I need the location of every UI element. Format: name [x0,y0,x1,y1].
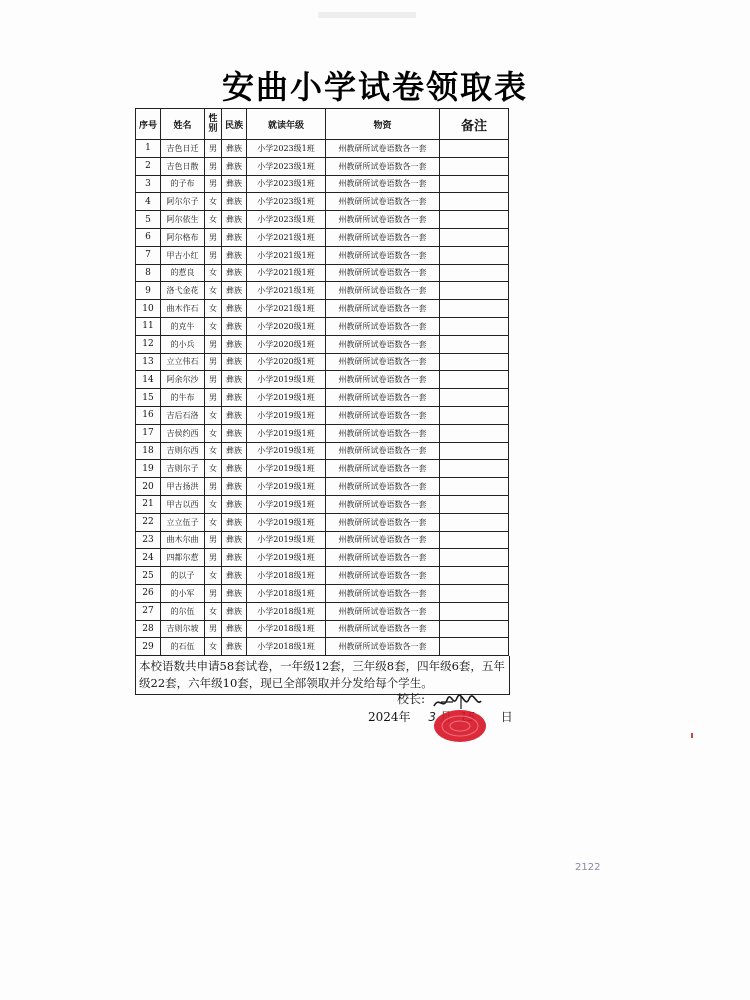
cell-ethnicity: 彝族 [222,246,247,264]
header-grade: 就读年级 [247,109,326,140]
date-day-unit: 日 [500,710,513,724]
table-row [136,335,509,353]
cell-name: 的牛布 [161,389,205,407]
table-row [136,602,509,620]
cell-grade: 小学2021级1班 [247,300,326,318]
cell-name: 吉后石洛 [161,406,205,424]
date-month: 3 [428,710,437,724]
cell-item: 州教研所试卷语数各一套 [326,389,440,407]
cell-item: 州教研所试卷语数各一套 [326,602,440,620]
table-row [136,300,509,318]
table-row [136,424,509,442]
cell-grade: 小学2023级1班 [247,140,326,158]
cell-gender: 男 [205,371,222,389]
cell-gender: 男 [205,335,222,353]
cell-item: 州教研所试卷语数各一套 [326,193,440,211]
table-row [136,495,509,513]
cell-gender: 女 [205,513,222,531]
table-row [136,211,509,229]
cell-grade: 小学2019级1班 [247,549,326,567]
cell-item: 州教研所试卷语数各一套 [326,424,440,442]
cell-ethnicity: 彝族 [222,424,247,442]
table-row [136,460,509,478]
cell-remark [440,282,509,300]
cell-gender: 男 [205,549,222,567]
cell-ethnicity: 彝族 [222,353,247,371]
cell-item: 州教研所试卷语数各一套 [326,531,440,549]
page-title: 安曲小学试卷领取表 [221,68,528,106]
cell-ethnicity: 彝族 [222,193,247,211]
table-row [136,549,509,567]
cell-ethnicity: 彝族 [222,584,247,602]
cell-index: 3 [136,175,161,193]
cell-gender: 女 [205,424,222,442]
cell-index: 4 [136,193,161,211]
cell-item: 州教研所试卷语数各一套 [326,513,440,531]
header-item: 物资 [326,109,440,140]
cell-grade: 小学2019级1班 [247,460,326,478]
cell-index: 21 [136,495,161,513]
cell-name: 阿尔格布 [161,228,205,246]
cell-item: 州教研所试卷语数各一套 [326,638,440,656]
cell-remark [440,638,509,656]
cell-ethnicity: 彝族 [222,264,247,282]
cell-name: 曲木尔曲 [161,531,205,549]
cell-item: 州教研所试卷语数各一套 [326,300,440,318]
cell-ethnicity: 彝族 [222,549,247,567]
cell-remark [440,442,509,460]
scan-header-mark [318,12,416,18]
cell-ethnicity: 彝族 [222,335,247,353]
cell-grade: 小学2019级1班 [247,424,326,442]
cell-gender: 女 [205,193,222,211]
cell-ethnicity: 彝族 [222,300,247,318]
cell-ethnicity: 彝族 [222,406,247,424]
cell-item: 州教研所试卷语数各一套 [326,371,440,389]
cell-ethnicity: 彝族 [222,211,247,229]
cell-remark [440,424,509,442]
cell-index: 23 [136,531,161,549]
cell-remark [440,317,509,335]
cell-ethnicity: 彝族 [222,140,247,158]
cell-gender: 女 [205,282,222,300]
cell-grade: 小学2019级1班 [247,495,326,513]
table-body [136,140,509,656]
cell-index: 16 [136,406,161,424]
cell-name: 立立伟石 [161,353,205,371]
cell-index: 1 [136,140,161,158]
cell-gender: 男 [205,157,222,175]
header-ethnicity: 民族 [222,109,247,140]
table-row [136,353,509,371]
header-name: 姓名 [161,109,205,140]
cell-item: 州教研所试卷语数各一套 [326,228,440,246]
cell-grade: 小学2023级1班 [247,175,326,193]
table-row [136,389,509,407]
cell-name: 吉色日散 [161,157,205,175]
cell-remark [440,371,509,389]
cell-ethnicity: 彝族 [222,157,247,175]
table-row [136,228,509,246]
cell-index: 27 [136,602,161,620]
table-row [136,567,509,585]
cell-item: 州教研所试卷语数各一套 [326,549,440,567]
header-remark: 备注 [440,109,509,140]
roster-table [135,108,509,656]
cell-name: 的小军 [161,584,205,602]
cell-gender: 女 [205,638,222,656]
cell-ethnicity: 彝族 [222,620,247,638]
cell-name: 的子布 [161,175,205,193]
cell-grade: 小学2019级1班 [247,406,326,424]
cell-gender: 男 [205,175,222,193]
cell-item: 州教研所试卷语数各一套 [326,460,440,478]
cell-name: 吉侯约西 [161,424,205,442]
header-index: 序号 [136,109,161,140]
cell-item: 州教研所试卷语数各一套 [326,175,440,193]
cell-grade: 小学2020级1班 [247,353,326,371]
cell-name: 立立伍子 [161,513,205,531]
cell-name: 曲木作石 [161,300,205,318]
cell-remark [440,513,509,531]
table-row [136,442,509,460]
cell-gender: 男 [205,478,222,496]
cell-name: 的小兵 [161,335,205,353]
cell-remark [440,246,509,264]
header-gender: 性别 [205,109,222,140]
cell-remark [440,620,509,638]
cell-index: 5 [136,211,161,229]
cell-index: 10 [136,300,161,318]
cell-item: 州教研所试卷语数各一套 [326,140,440,158]
cell-remark [440,175,509,193]
cell-remark [440,211,509,229]
cell-item: 州教研所试卷语数各一套 [326,406,440,424]
cell-name: 吉则尔西 [161,442,205,460]
cell-index: 12 [136,335,161,353]
cell-name: 吉则尔子 [161,460,205,478]
cell-remark [440,531,509,549]
cell-index: 17 [136,424,161,442]
table-row [136,264,509,282]
cell-item: 州教研所试卷语数各一套 [326,567,440,585]
table-row [136,246,509,264]
cell-name: 的石伍 [161,638,205,656]
cell-remark [440,264,509,282]
cell-ethnicity: 彝族 [222,175,247,193]
cell-name: 吉则尔坡 [161,620,205,638]
cell-ethnicity: 彝族 [222,531,247,549]
cell-index: 20 [136,478,161,496]
cell-remark [440,406,509,424]
table-row [136,317,509,335]
cell-name: 阿尔尔子 [161,193,205,211]
cell-item: 州教研所试卷语数各一套 [326,478,440,496]
red-ink-dot [691,733,693,738]
cell-grade: 小学2021级1班 [247,228,326,246]
cell-index: 22 [136,513,161,531]
cell-grade: 小学2021级1班 [247,246,326,264]
cell-gender: 女 [205,567,222,585]
table-row [136,513,509,531]
cell-remark [440,335,509,353]
cell-grade: 小学2023级1班 [247,211,326,229]
table-row [136,620,509,638]
cell-gender: 男 [205,531,222,549]
cell-index: 24 [136,549,161,567]
cell-index: 18 [136,442,161,460]
table-row [136,531,509,549]
cell-remark [440,602,509,620]
table-row [136,638,509,656]
cell-index: 25 [136,567,161,585]
cell-ethnicity: 彝族 [222,442,247,460]
cell-ethnicity: 彝族 [222,282,247,300]
cell-grade: 小学2018级1班 [247,620,326,638]
cell-remark [440,460,509,478]
cell-ethnicity: 彝族 [222,460,247,478]
cell-index: 28 [136,620,161,638]
cell-gender: 男 [205,584,222,602]
cell-grade: 小学2020级1班 [247,335,326,353]
red-fingerprint-seal [432,708,488,744]
cell-grade: 小学2020级1班 [247,317,326,335]
cell-ethnicity: 彝族 [222,638,247,656]
cell-gender: 男 [205,389,222,407]
cell-name: 四都尔惹 [161,549,205,567]
cell-remark [440,300,509,318]
summary-note: 本校语数共申请58套试卷，一年级12套，三年级8套，四年级6套，五年级22套，六年级10套，现已全部领取并分发给每个学生。 [135,656,510,695]
cell-gender: 女 [205,317,222,335]
cell-gender: 女 [205,602,222,620]
cell-index: 9 [136,282,161,300]
cell-grade: 小学2018级1班 [247,602,326,620]
table-header-row [136,109,509,140]
cell-name: 阿尔依生 [161,211,205,229]
cell-remark [440,567,509,585]
cell-ethnicity: 彝族 [222,478,247,496]
cell-name: 的惹良 [161,264,205,282]
cell-index: 6 [136,228,161,246]
cell-item: 州教研所试卷语数各一套 [326,211,440,229]
cell-grade: 小学2018级1班 [247,584,326,602]
cell-grade: 小学2021级1班 [247,282,326,300]
cell-grade: 小学2018级1班 [247,638,326,656]
cell-grade: 小学2019级1班 [247,371,326,389]
cell-gender: 男 [205,228,222,246]
cell-remark [440,549,509,567]
cell-ethnicity: 彝族 [222,371,247,389]
table-row [136,140,509,158]
cell-index: 7 [136,246,161,264]
cell-ethnicity: 彝族 [222,602,247,620]
cell-index: 11 [136,317,161,335]
cell-ethnicity: 彝族 [222,317,247,335]
cell-remark [440,584,509,602]
cell-gender: 女 [205,495,222,513]
cell-index: 29 [136,638,161,656]
cell-index: 13 [136,353,161,371]
table-row [136,193,509,211]
cell-remark [440,140,509,158]
cell-gender: 女 [205,300,222,318]
cell-grade: 小学2019级1班 [247,531,326,549]
table-row [136,371,509,389]
cell-gender: 男 [205,353,222,371]
cell-gender: 女 [205,406,222,424]
cell-ethnicity: 彝族 [222,228,247,246]
cell-remark [440,478,509,496]
cell-name: 甲古小红 [161,246,205,264]
cell-index: 15 [136,389,161,407]
cell-item: 州教研所试卷语数各一套 [326,353,440,371]
cell-item: 州教研所试卷语数各一套 [326,264,440,282]
stray-page-mark: 2122 [575,862,601,873]
cell-name: 甲古扬洪 [161,478,205,496]
cell-index: 26 [136,584,161,602]
cell-gender: 男 [205,140,222,158]
cell-item: 州教研所试卷语数各一套 [326,495,440,513]
cell-index: 2 [136,157,161,175]
cell-ethnicity: 彝族 [222,513,247,531]
cell-name: 吉色日迁 [161,140,205,158]
cell-gender: 男 [205,620,222,638]
cell-grade: 小学2023级1班 [247,193,326,211]
cell-grade: 小学2019级1班 [247,442,326,460]
cell-gender: 女 [205,460,222,478]
principal-label: 校长: [397,692,426,706]
cell-gender: 女 [205,442,222,460]
cell-grade: 小学2023级1班 [247,157,326,175]
cell-index: 19 [136,460,161,478]
table-row [136,406,509,424]
cell-remark [440,389,509,407]
cell-gender: 男 [205,246,222,264]
cell-gender: 女 [205,264,222,282]
cell-item: 州教研所试卷语数各一套 [326,335,440,353]
cell-remark [440,157,509,175]
cell-remark [440,353,509,371]
cell-gender: 女 [205,211,222,229]
cell-item: 州教研所试卷语数各一套 [326,282,440,300]
cell-item: 州教研所试卷语数各一套 [326,246,440,264]
cell-grade: 小学2019级1班 [247,478,326,496]
cell-grade: 小学2019级1班 [247,513,326,531]
table-row [136,478,509,496]
cell-grade: 小学2018级1班 [247,567,326,585]
cell-remark [440,193,509,211]
cell-remark [440,228,509,246]
cell-item: 州教研所试卷语数各一套 [326,317,440,335]
cell-remark [440,495,509,513]
cell-ethnicity: 彝族 [222,567,247,585]
cell-grade: 小学2019级1班 [247,389,326,407]
cell-name: 的尔伍 [161,602,205,620]
cell-item: 州教研所试卷语数各一套 [326,584,440,602]
cell-index: 14 [136,371,161,389]
cell-name: 阿余尔沙 [161,371,205,389]
table-row [136,157,509,175]
cell-item: 州教研所试卷语数各一套 [326,620,440,638]
cell-item: 州教研所试卷语数各一套 [326,157,440,175]
cell-name: 的以子 [161,567,205,585]
cell-ethnicity: 彝族 [222,495,247,513]
table-row [136,175,509,193]
cell-grade: 小学2021级1班 [247,264,326,282]
cell-name: 洛弋金花 [161,282,205,300]
cell-ethnicity: 彝族 [222,389,247,407]
cell-item: 州教研所试卷语数各一套 [326,442,440,460]
table-row [136,282,509,300]
cell-index: 8 [136,264,161,282]
cell-name: 甲古以西 [161,495,205,513]
table-row [136,584,509,602]
date-year: 2024年 [368,710,411,724]
cell-name: 的克牛 [161,317,205,335]
